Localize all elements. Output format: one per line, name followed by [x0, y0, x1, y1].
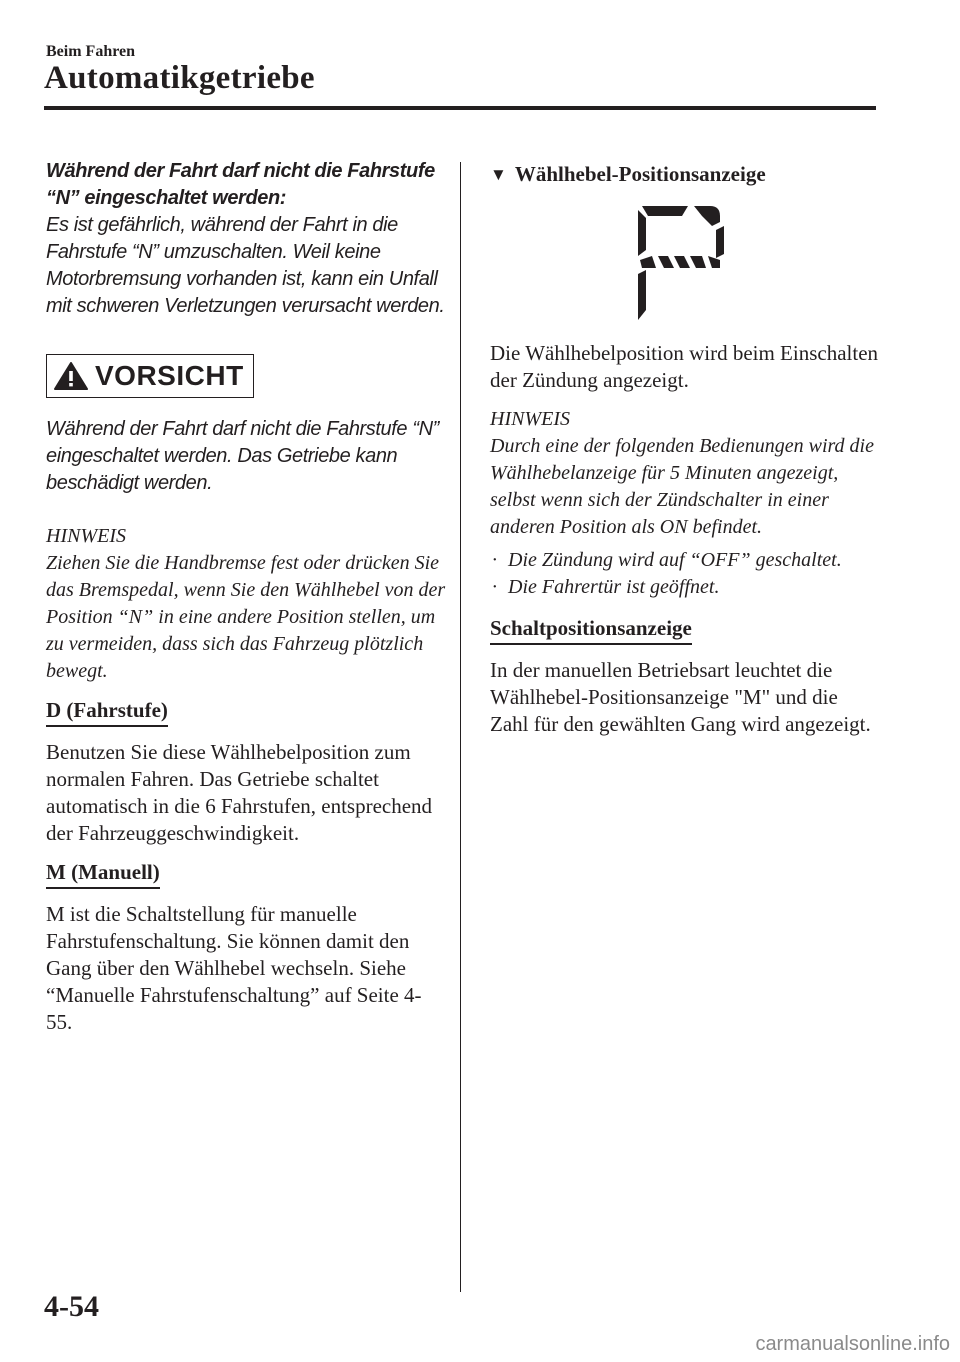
subsection-heading: ▼ Wählhebel-Positionsanzeige [490, 162, 766, 186]
hinweis-title-right: HINWEIS [490, 408, 570, 430]
section-body-m: M ist die Schaltstellung für manuelle Fahrstufenschaltung. Sie können damit den Gang über den Wählhebel wechseln. Siehe “Manuelle Fahrstufenschaltung” auf Seite 4-55. [46, 902, 422, 1034]
section-title-d: D (Fahrstufe) [46, 697, 168, 727]
triangle-marker-icon: ▼ [490, 165, 507, 184]
column-divider [460, 162, 461, 1292]
gear-p-display-icon [490, 190, 880, 340]
caution-body: Während der Fahrt darf nicht die Fahrstufe “N” eingeschaltet werden. Das Getriebe kann beschädigt werden. [46, 418, 439, 494]
left-column [46, 158, 446, 1036]
right-column [490, 160, 880, 738]
caution-label: VORSICHT [95, 360, 244, 391]
hinweis-bullet-list [490, 547, 880, 601]
hinweis-body: Ziehen Sie die Handbremse fest oder drücken Sie das Bremspedal, wenn Sie den Wählhebel von der Position “N” in eine andere Position stellen, um zu vermeiden, dass sich das Fahrzeug plötzlich bewegt. [46, 552, 446, 682]
section-body-schalt: In der manuellen Betriebsart leuchtet die Wählhebel-Positionsanzeige "M" und die Zahl für den gewählten Gang wird angezeigt. [490, 658, 871, 736]
header-rule [44, 106, 876, 110]
page-number: 4-54 [44, 1290, 99, 1323]
section-title-m: M (Manuell) [46, 859, 160, 889]
hinweis-block [46, 523, 446, 685]
warning-body: Es ist gefährlich, während der Fahrt in die Fahrstufe “N” umzuschalten. Weil keine Motorbremsung vorhanden ist, kann ein Unfall mit schweren Verletzungen verursacht werden. [46, 214, 445, 317]
hinweis-title: HINWEIS [46, 525, 126, 547]
list-item: · Die Zündung wird auf “OFF” geschaltet. [492, 549, 842, 571]
section-title-schalt: Schaltpositionsanzeige [490, 615, 692, 645]
section-body-d: Benutzen Sie diese Wählhebelposition zum normalen Fahren. Das Getriebe schaltet automatisch in die 6 Fahrstufen, entsprechend der Fahrzeuggeschwindigkeit. [46, 740, 433, 845]
hinweis-body-right: Durch eine der folgenden Bedienungen wird die Wählhebelanzeige für 5 Minuten angezeigt, selbst wenn sich der Zündschalter in einer anderen Position als ON befindet. [490, 435, 874, 538]
display-intro: Die Wählhebelposition wird beim Einschalten der Zündung angezeigt. [490, 341, 879, 392]
page-title: Automatikgetriebe [44, 60, 315, 96]
list-item: · Die Fahrertür ist geöffnet. [492, 576, 720, 598]
section-label: Beim Fahren [46, 43, 136, 60]
watermark: carmanualsonline.info [755, 1333, 950, 1355]
caution-box [46, 354, 254, 398]
warning-triangle-icon [53, 361, 89, 391]
hinweis-block-right [490, 406, 880, 601]
warning-heading: Während der Fahrt darf nicht die Fahrstufe “N” eingeschaltet werden: [46, 160, 435, 209]
